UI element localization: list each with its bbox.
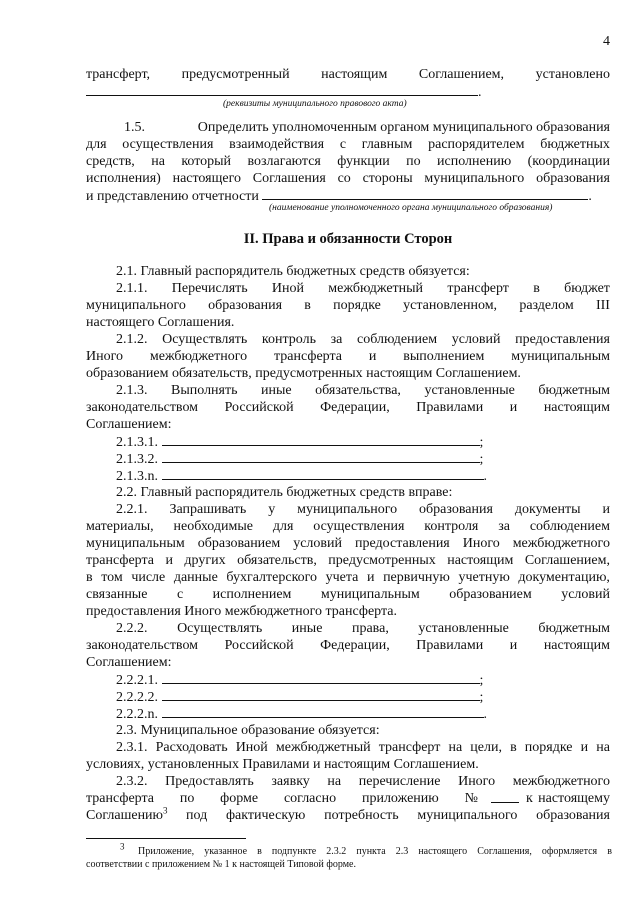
word: по [179,791,195,806]
top-line-1 [86,67,610,83]
word: осуществления [313,519,405,534]
word: и [580,740,589,755]
s22-i2-line-2 [86,638,610,654]
word: образования [208,298,283,313]
word: возлагаются [247,154,321,169]
word: законодательством [86,638,199,653]
s21-i1-line-2 [86,298,610,314]
s21-sub-2: 2.1.3.2. ; [116,452,484,467]
word: оформляется [541,846,598,857]
word: трансферта [274,349,342,364]
p15-line-5: и представлению отчетности . [86,189,592,204]
word: соблюдением [356,332,438,347]
word: № [464,791,478,806]
word: Правилами [416,400,484,415]
word: других [184,553,226,568]
word: фактическую [225,808,306,823]
word: установлено [535,67,610,82]
word: обязательств, [237,553,317,568]
word: функции [337,154,390,169]
s22-i1-line-4 [86,553,610,569]
word: учета [325,570,359,585]
caption-legal-act: (реквизиты муниципального правового акта) [223,99,407,109]
word: 2.1.1. [116,281,148,296]
word: Российской [224,638,294,653]
word: материалы, [86,519,154,534]
word: Федерации, [320,638,390,653]
word: Иного [462,536,500,551]
word: Иной [271,281,305,296]
word: настоящим [543,400,610,415]
word: условий [293,536,343,551]
word: образованием [449,587,532,602]
word: исполнению [437,154,512,169]
word: указанное [204,846,248,857]
word: муниципальным [320,587,420,602]
s21-i3-line-2 [86,400,610,416]
word: образования [536,808,610,823]
word: и [509,638,518,653]
word: контроль [261,332,316,347]
word: Правилами [416,638,484,653]
word: на [151,154,165,169]
word: стороны [362,171,413,186]
word: разделом [519,298,574,313]
word: Иной [235,740,268,755]
word: Предоставлять [165,774,254,789]
word: по [406,154,421,169]
s22-i1-line-7: предоставления Иного межбюджетного трансферта. [86,604,398,619]
page-number: 4 [603,34,610,49]
blank-line [162,451,480,463]
word: и [366,570,375,585]
word: на [596,740,610,755]
word: у [268,502,276,517]
s23-i2-line-3 [86,805,610,824]
word: Приложение, [138,846,195,857]
word: установленные [424,383,515,398]
word: межбюджетного [512,774,610,789]
sub-label: 2.1.3.n. [116,469,158,484]
word: межбюджетный [275,740,371,755]
word: и [368,349,377,364]
word: 2.3.2. [116,774,148,789]
s22-sub-2: 2.2.2.2. ; [116,690,484,705]
word: 2.1.3. [116,383,148,398]
word: Иного [458,774,496,789]
word: пункта [356,846,386,857]
word: в [304,298,311,313]
s23-i1-line-1 [86,740,610,756]
word: в [257,846,262,857]
word: муниципальным [511,349,610,364]
word: предоставления [354,536,450,551]
word: порядке [333,298,381,313]
word: межбюджетного [512,536,610,551]
footnote-line-2: соответствии с приложением № 1 к настоящей Типовой форме. [86,859,356,870]
s21-i2-line-3: образованием обязательств, предусмотренных настоящим Соглашением. [86,366,521,381]
word: трансферт [378,740,441,755]
s21-i2-line-1 [86,332,610,348]
word: муниципального [86,298,186,313]
word: необходимые [173,519,253,534]
word: контроля [424,519,479,534]
word: предусмотренных [328,553,436,568]
s22-intro: 2.2. Главный распорядитель бюджетных средств вправе: [116,485,453,500]
word: Запрашивать [169,502,247,517]
word: Осуществлять [162,332,248,347]
word: иные [261,383,292,398]
s23-i2-line-2-end [526,791,610,807]
word: который [181,154,232,169]
s22-i1-line-5 [86,570,610,586]
word: в [86,570,93,585]
blank-line [86,84,478,96]
s22-sub-1: 2.2.2.1. ; [116,673,484,688]
word: выполнением [403,349,485,364]
s22-i1-line-1 [86,502,610,518]
s22-i2-line-1 [86,621,610,637]
word: документы [514,502,581,517]
s21-i2-line-2 [86,349,610,365]
word: условий [561,587,610,602]
s21-intro: 2.1. Главный распорядитель бюджетных средств обязуется: [116,264,470,279]
s23-i2-line-3-rest [186,808,610,824]
word: установленные [418,621,509,636]
s23-i2-line-3-start [86,805,168,824]
word: бюджетных [540,137,610,152]
word: межбюджетного [149,349,248,364]
word: 2.1.2. [116,332,148,347]
blank-line [162,468,484,480]
word: в [607,846,612,857]
word: под [186,808,208,823]
s22-i1-line-3 [86,536,610,552]
word: числе [131,570,166,585]
p15-line-3 [86,154,610,170]
word: соблюдением [529,519,610,534]
p15-line-5-text: и представлению отчетности [86,189,259,204]
word: бухгалтерского [226,570,318,585]
word: распорядителем [428,137,525,152]
word: Федерации, [320,400,390,415]
footnote-separator [86,838,246,839]
s22-i2-line-3: Соглашением: [86,655,172,670]
word: Выполнять [171,383,238,398]
word: согласно [283,791,337,806]
p15-line-1 [86,120,610,136]
sub-label: 2.2.2.2. [116,690,158,705]
s23-intro: 2.3. Муниципальное образование обязуется: [116,723,380,738]
word: заявку [271,774,310,789]
p15-line-4 [86,171,610,187]
word: бюджет [564,281,610,296]
word: и [165,553,173,568]
s21-sub-3: 2.1.3.n. . [116,469,487,484]
blank-number [491,791,519,803]
word: главным [361,137,413,152]
word: и [509,400,518,415]
word: подпункте [271,846,317,857]
blank-line [162,434,480,446]
word: 2.3 [395,846,409,857]
word: 1.5. [124,120,145,135]
word: цели, [470,740,502,755]
word: 2.3.2 [326,846,347,857]
blank-line [162,672,480,684]
word: взаимодействия [229,137,325,152]
word: Соглашения, [477,846,532,857]
word: осуществления [122,137,214,152]
word: 2.2.2. [116,621,148,636]
word: настоящим [447,553,514,568]
word: 2.3.1. [116,740,148,755]
footnote-mark: 3 [120,841,125,852]
word: муниципального [424,171,525,186]
word: исполнением [212,587,292,602]
word: обязательства, [315,383,401,398]
word: документацию, [518,570,610,585]
s21-i1-line-1 [86,281,610,297]
caption-authorized-body: (наименование уполномоченного органа муниципального образования) [269,203,553,213]
s22-sub-3: 2.2.2.n. . [116,707,487,722]
s23-i2-line-2-words [86,791,478,807]
blank-line [262,188,588,200]
s21-i3-line-1 [86,383,610,399]
word: порядке [524,740,573,755]
word: учетную [458,570,510,585]
footnote-line-1-words [138,846,612,858]
word: (координации [527,154,610,169]
sub-label: 2.1.3.1. [116,435,158,450]
word: потребность [324,808,399,823]
word: Осуществлять [177,621,263,636]
word: и [602,502,610,517]
sub-label: 2.2.2.n. [116,707,158,722]
word: форме [220,791,259,806]
word: муниципального [417,808,518,823]
word: на [448,740,463,755]
word: приложению [361,791,439,806]
word: за [330,332,343,347]
s22-i1-line-2 [86,519,610,535]
word: иные [291,621,323,636]
word: данные [173,570,218,585]
word: законодательством [86,400,199,415]
word: условий [451,332,501,347]
s22-i1-line-6 [86,587,610,603]
word: предусмотренный [181,67,290,82]
word: Расходовать [155,740,228,755]
word: с [176,587,184,602]
footnote-line-1 [86,841,612,858]
s21-i3-line-3: Соглашением: [86,417,172,432]
blank-line [162,689,480,701]
word: муниципального [297,502,398,517]
word: трансферт [447,281,509,296]
top-line-2: . [86,84,610,101]
word: межбюджетный [328,281,424,296]
s21-i1-line-3: настоящего Соглашения. [86,315,235,330]
word: первичную [383,570,450,585]
word: Определить уполномоченным органом муниципального образования [197,120,610,135]
word: настоящего [418,846,468,857]
word: Иного [86,349,123,364]
sub-label: 2.1.3.2. [116,452,158,467]
word: для [86,137,107,152]
word: связанные [86,587,148,602]
word: Российской [224,400,294,415]
word: трансферта [86,553,154,568]
word: том [101,570,123,585]
section-heading: II. Права и обязанности Сторон [243,231,453,247]
word: в [533,281,540,296]
s23-i1-line-2: условиях, установленных Правилами и настоящим Соглашением. [86,757,479,772]
word: настоящему [538,791,610,806]
word: для [272,519,294,534]
word: муниципальным [86,536,185,551]
word: средств, [86,154,135,169]
p15-line-2 [86,137,610,153]
word: образованием [197,536,281,551]
footnote-mark-wrap [86,841,125,858]
word: образования [419,502,493,517]
word: в [510,740,517,755]
word: перечисление [358,774,441,789]
word: со [337,171,351,186]
word: образования [536,171,610,186]
word: с [339,137,347,152]
word: установленном, [403,298,498,313]
word: бюджетным [538,621,610,636]
word: предоставления [515,332,610,347]
word: к [526,791,533,806]
word: настоящим [543,638,610,653]
word: 2.2.1. [116,502,148,517]
word: Соглашением, [418,67,505,82]
word: трансферт, [86,67,151,82]
s21-sub-1: 2.1.3.1. ; [116,435,484,450]
word: III [595,298,610,313]
sub-label: 2.2.2.1. [116,673,158,688]
word: настоящего [172,171,241,186]
s23-i2-line-1 [86,774,610,790]
word: за [498,519,510,534]
footnote-ref: 3 [163,805,168,816]
word: трансферта [86,791,154,806]
word: Соглашению [86,808,164,823]
word: Соглашения [252,171,326,186]
word: на [327,774,342,789]
word: настоящим [321,67,388,82]
word: Соглашением, [524,553,610,568]
word: Перечислять [171,281,248,296]
word: бюджетным [538,383,610,398]
word: права, [351,621,389,636]
word: исполнения) [86,171,161,186]
blank-line [162,706,484,718]
